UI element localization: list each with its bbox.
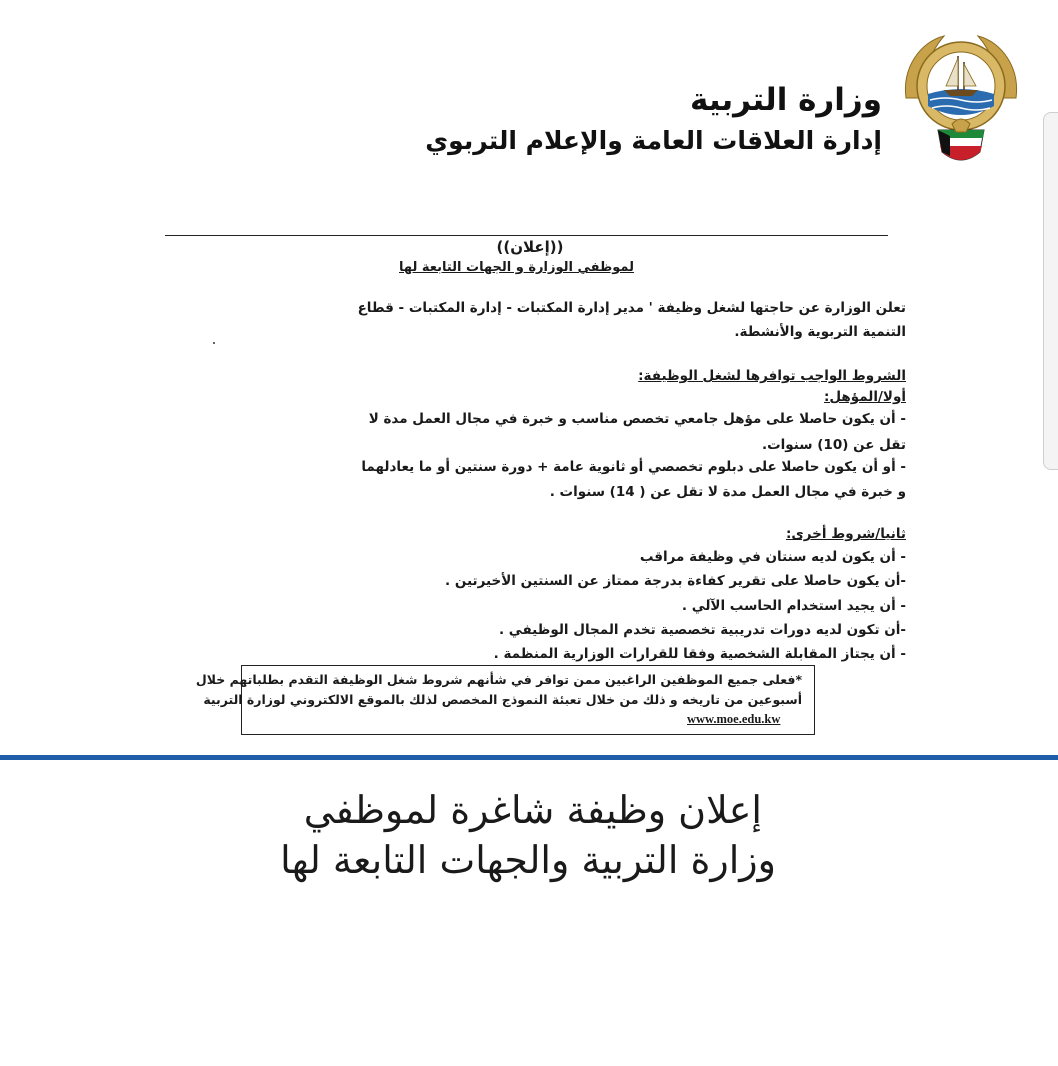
section-divider: [0, 755, 1058, 760]
intro-line-1: تعلن الوزارة عن حاجتها لشغل وظيفة ' مدير إدارة المكتبات - إدارة المكتبات - قطاع: [357, 300, 906, 316]
kuwait-emblem-logo: [900, 28, 1022, 168]
announcement-subtitle: لموظفي الوزارة و الجهات التابعة لها: [398, 260, 634, 275]
announcement-title: ((إعلان)): [496, 238, 564, 256]
qualification-item-1-line-2: تقل عن (10) سنوات.: [761, 437, 906, 453]
qualification-item-2-line-2: و خبرة في مجال العمل مدة لا تقل عن ( 14) سنوات .: [549, 484, 906, 500]
ministry-website-link[interactable]: www.moe.edu.kw: [687, 712, 781, 726]
other-condition-5: - أن يجتاز المقابلة الشخصية وفقا للقرارات الوزارية المنظمة .: [493, 646, 906, 662]
qualification-item-2-line-1: - أو أن يكون حاصلا على دبلوم تخصصي أو ثانوية عامة + دورة سنتين أو ما يعادلهما: [361, 459, 906, 475]
other-condition-3: - أن يجيد استخدام الحاسب الآلي .: [681, 598, 906, 614]
qualification-heading: أولا/المؤهل:: [823, 389, 906, 405]
notice-line-1: *فعلى جميع الموظفين الراغبين ممن توافر في شأنهم شروط شغل الوظيفة التقدم بطلباتهم خلال: [195, 672, 802, 687]
other-conditions-heading: ثانيا/شروط أخرى:: [785, 526, 906, 542]
scan-speck: [213, 342, 215, 344]
department-name: إدارة العلاقات العامة والإعلام التربوي: [425, 126, 882, 155]
other-condition-2: -أن يكون حاصلا على تقرير كفاءة بدرجة ممتاز عن السنتين الأخيرتين .: [445, 573, 906, 589]
caption-line-1: إعلان وظيفة شاغرة لموظفي: [303, 788, 762, 832]
conditions-heading: الشروط الواجب توافرها لشغل الوظيفة:: [638, 368, 906, 384]
intro-line-2: التنمية التربوية والأنشطة.: [734, 324, 906, 340]
notice-line-2: أسبوعين من تاريخه و ذلك من خلال تعبئة النموذج المخصص لذلك بالموقع الالكتروني لوزارة التربية: [203, 692, 802, 707]
header-divider: [165, 235, 888, 236]
other-condition-1: - أن يكون لديه سنتان في وظيفة مراقب: [639, 549, 906, 565]
other-condition-4: -أن تكون لديه دورات تدريبية تخصصية تخدم المجال الوظيفي .: [498, 622, 906, 638]
caption-line-2: وزارة التربية والجهات التابعة لها: [280, 838, 776, 882]
qualification-item-1-line-1: - أن يكون حاصلا على مؤهل جامعي تخصص مناسب و خبرة في مجال العمل مدة لا: [368, 411, 906, 427]
scroll-handle[interactable]: [1043, 112, 1058, 470]
ministry-name: وزارة التربية: [690, 82, 882, 118]
